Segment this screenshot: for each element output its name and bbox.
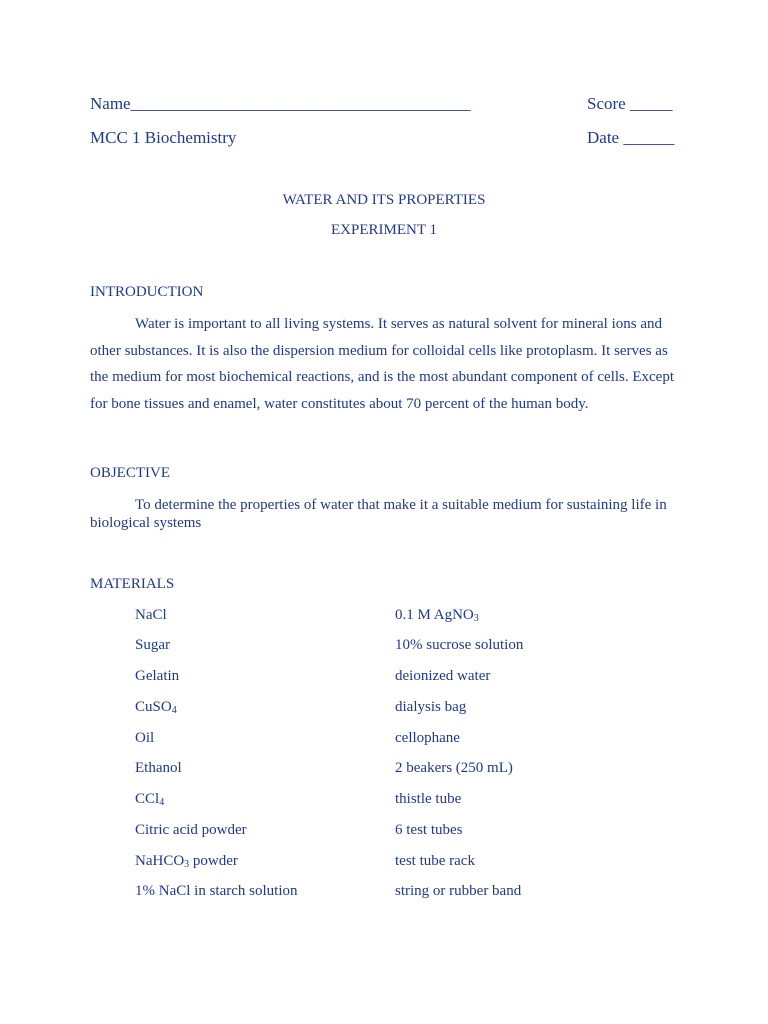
material-item: dialysis bag xyxy=(395,699,467,715)
material-item: 1% NaCl in starch solution xyxy=(135,883,298,899)
material-item: deionized water xyxy=(395,668,491,684)
introduction-text: Water is important to all living systems. It serves as natural solvent for mineral ions and other substances. It is also the dispersion medium for colloidal cells like protoplasm. It serves as the medium for most biochemical reactions, and is the most abundant component of cells. Except for bone tissues and enamel, water constitutes about 70 percent of the human body. xyxy=(90,316,675,412)
material-item: thistle tube xyxy=(395,791,462,807)
score-field: Score _____ xyxy=(587,94,673,113)
material-item: string or rubber band xyxy=(395,883,522,899)
date-field: Date ______ xyxy=(587,128,675,147)
name-label: Name xyxy=(90,94,131,113)
material-item: 6 test tubes xyxy=(395,822,463,838)
material-item: test tube rack xyxy=(395,853,475,869)
experiment-number: EXPERIMENT 1 xyxy=(331,222,437,238)
material-item: cellophane xyxy=(395,730,460,746)
materials-heading: MATERIALS xyxy=(90,576,175,592)
name-blank-line: ________________________________________ xyxy=(130,94,471,113)
objective-heading: OBJECTIVE xyxy=(90,465,170,481)
material-item: 0.1 M AgNO$_3$ xyxy=(395,607,479,624)
material-item: 2 beakers (250 mL) xyxy=(395,760,513,776)
material-item: CCl$_4$ xyxy=(135,791,165,808)
objective-text: To determine the properties of water that make it a suitable medium for sustaining life in biological systems xyxy=(90,497,667,531)
material-item: CuSO$_4$ xyxy=(135,699,177,716)
material-item: NaHCO$_3$ powder xyxy=(135,853,238,870)
material-item: NaCl xyxy=(135,607,167,623)
introduction-heading: INTRODUCTION xyxy=(90,284,204,300)
course-name: MCC 1 Biochemistry xyxy=(90,128,237,147)
name-field xyxy=(90,94,471,114)
material-item: Gelatin xyxy=(135,668,180,684)
material-item: Citric acid powder xyxy=(135,822,247,838)
material-item: Sugar xyxy=(135,637,170,653)
material-item: Oil xyxy=(135,730,155,746)
material-item: 10% sucrose solution xyxy=(395,637,524,653)
document-title: WATER AND ITS PROPERTIES xyxy=(282,192,486,208)
material-item: Ethanol xyxy=(135,760,182,776)
